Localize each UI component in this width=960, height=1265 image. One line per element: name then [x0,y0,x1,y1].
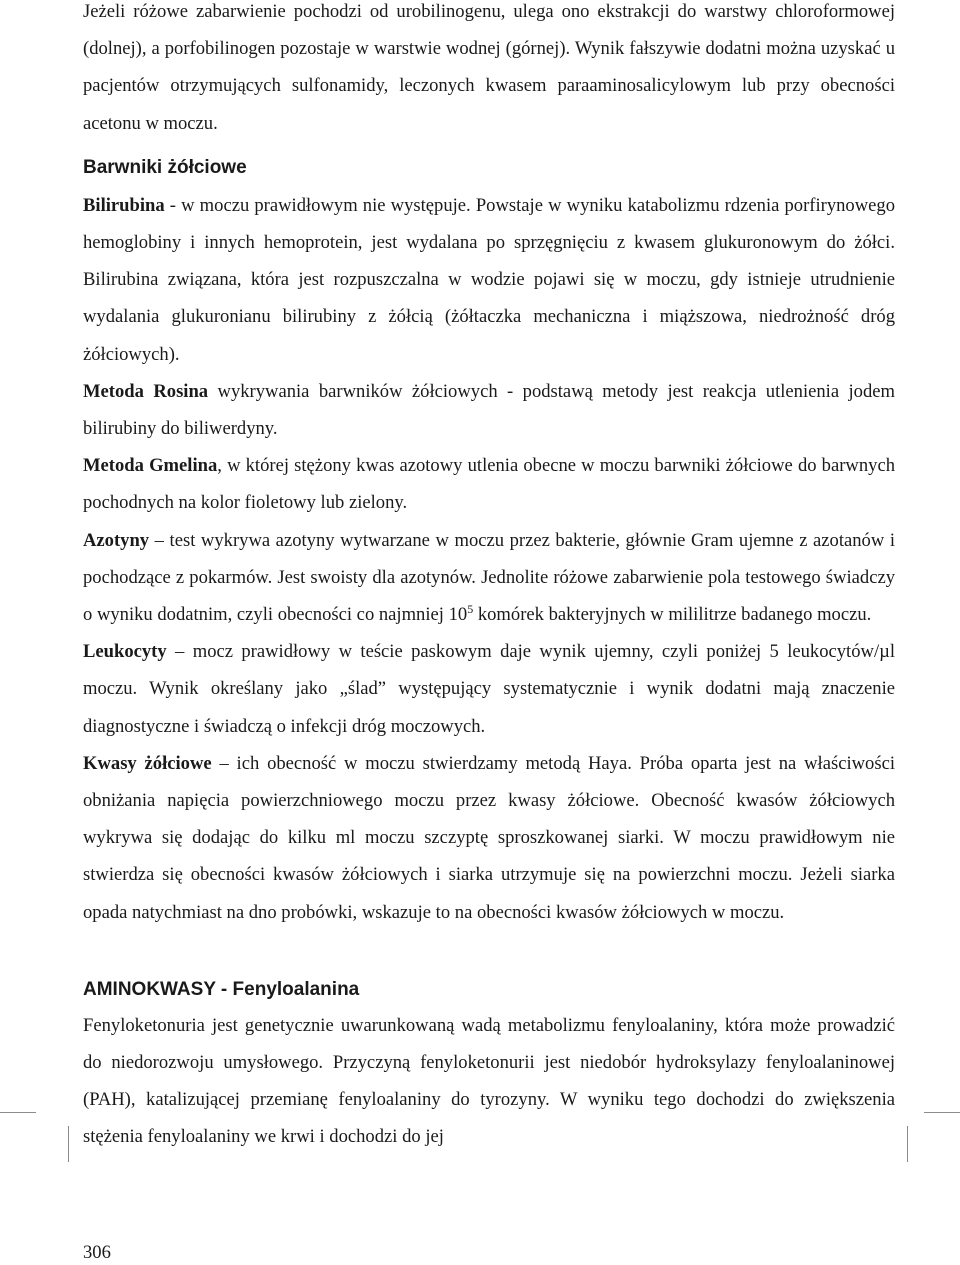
gmelin-method-paragraph [83,447,895,521]
page-content [83,0,895,1156]
nitrites-text: – test wykrywa azotyny wytwarzane w moczu przez bakterie, głównie Gram ujemne z azotanów i pochodzące z pokarmów. Jest swoisty dla azotynów. Jednolite różowe zabarwienie pola testowego świadczy o wyniku dodatnim, czyli obecności co najmniej 10 [83,529,895,626]
nitrites-exponent: 5 [467,601,474,616]
nitrites-text-end: komórek bakteryjnych w mililitrze badanego moczu. [473,604,872,626]
section-heading-bile-pigments: Barwniki żółciowe [83,156,247,178]
leukocytes-paragraph [83,633,895,745]
rosin-method-paragraph [83,373,895,447]
phenylketonuria-text: Fenyloketonuria jest genetycznie uwarunkowaną wadą metabolizmu fenyloalaniny, która może prowadzić do niedorozwoju umysłowego. Przyczyną fenyloketonurii jest niedobór hydroksylazy fenyloalaninowej (PAH), katalizującej przemianę fenyloalaniny do tyrozyny. W wyniku tego dochodzi do zwiększenia stężenia fenyloalaniny we krwi i dochodzi do jej [83,1014,895,1148]
leukocytes-term: Leukocyty [83,641,167,663]
bilirubin-text: - w moczu prawidłowym nie występuje. Powstaje w wyniku katabolizmu rdzenia porfirynowego hemoglobiny i innych hemoprotein, jest wydalana po sprzęgnięciu z kwasem glukuronowym do żółci. Bilirubina związana, która jest rozpuszczalna w wodzie pojawi się w moczu, gdy istnieje utrudnienie wydalania glukuronianu bilirubiny z żółcią (żółtaczka mechaniczna i miąższowa, niedrożność dróg żółciowych). [83,194,895,365]
nitrites-term: Azotyny [83,529,150,551]
leukocytes-text: – mocz prawidłowy w teście paskowym daje wynik ujemny, czyli poniżej 5 leukocytów/µl moczu. Wynik określany jako „ślad” występujący systematycznie i wynik dodatni mają znaczenie diagnostyczne i świadczą o infekcji dróg moczowych. [83,641,895,737]
crop-mark-left-horizontal [0,1112,36,1113]
intro-paragraph [83,0,895,142]
rosin-method-term: Metoda Rosina [83,380,209,402]
phenylketonuria-paragraph [83,1007,895,1156]
intro-text: Jeżeli różowe zabarwienie pochodzi od urobilinogenu, ulega ono ekstrakcji do warstwy chloroformowej (dolnej), a porfobilinogen pozostaje w warstwie wodnej (górnej). Wynik fałszywie dodatni można uzyskać u pacjentów otrzymujących sulfonamidy, leczonych kwasem paraaminosalicylowym lub przy obecności acetonu w moczu. [83,1,895,134]
bile-acids-term: Kwasy żółciowe [83,752,212,774]
bilirubin-term: Bilirubina [83,194,165,216]
nitrites-paragraph [83,522,895,634]
page-number: 306 [83,1242,111,1263]
bilirubin-paragraph [83,187,895,373]
crop-mark-right-horizontal [924,1112,960,1113]
bile-acids-text: – ich obecność w moczu stwierdzamy metodą Haya. Próba oparta jest na właściwości obniżania napięcia powierzchniowego moczu przez kwasy żółciowe. Obecność kwasów żółciowych wykrywa się dodając do kilku ml moczu szczyptę sproszkowanej siarki. W moczu prawidłowym nie stwierdza się obecności kwasów żółciowych i siarka utrzymuje się na powierzchni moczu. Jeżeli siarka opada natychmiast na dno probówki, wskazuje to na obecności kwasów żółciowych w moczu. [83,752,895,923]
section-heading-amino-acids: AMINOKWASY - Fenyloalanina [83,978,360,1000]
rosin-method-text: wykrywania barwników żółciowych - podstawą metody jest reakcja utlenienia jodem bilirubiny do biliwerdyny. [83,380,895,440]
gmelin-method-term: Metoda Gmelina [83,455,218,477]
bile-acids-paragraph [83,745,895,931]
crop-mark-left-vertical [68,1126,69,1162]
gmelin-method-text: , w której stężony kwas azotowy utlenia obecne w moczu barwniki żółciowe do barwnych pochodnych na kolor fioletowy lub zielony. [83,455,895,514]
crop-mark-right-vertical [907,1126,908,1162]
